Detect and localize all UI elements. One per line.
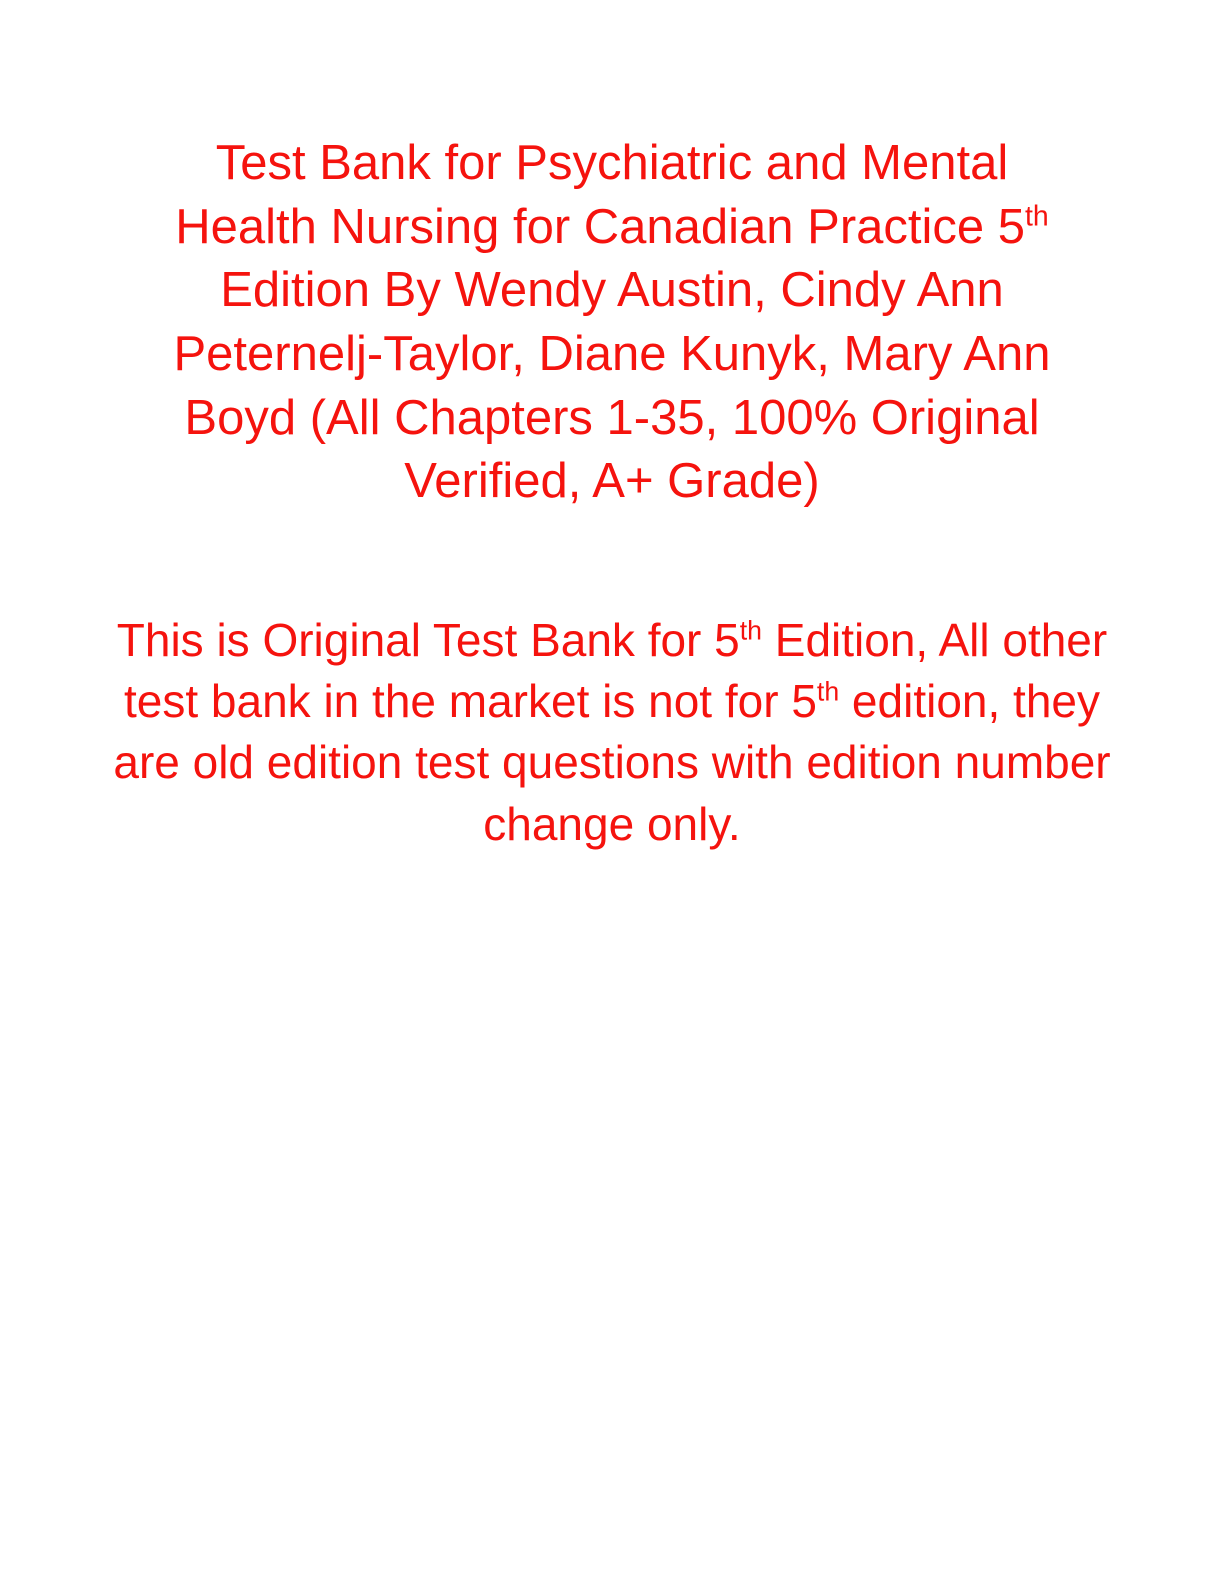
notice-ordinal-suffix-2: th [816, 676, 840, 707]
title-ordinal-suffix: th [1025, 200, 1049, 233]
document-notice [96, 610, 1128, 855]
document-title [96, 132, 1128, 514]
title-text-part1: Test Bank for Psychiatric and Mental Health Nursing for Canadian Practice 5 [175, 136, 1026, 254]
notice-text-part3: edition, they are old edition test questions with edition number change only. [113, 675, 1111, 850]
notice-text-part2: Edition, All other test bank in the market is not for 5 [124, 614, 1108, 728]
notice-text-part1: This is Original Test Bank for 5 [116, 614, 740, 667]
notice-ordinal-suffix-1: th [739, 615, 762, 646]
document-body [96, 0, 1128, 901]
title-text-part2: Edition By Wendy Austin, Cindy Ann Peternelj-Taylor, Diane Kunyk, Mary Ann Boyd (All Chapters 1-35, 100% Original Verified, A+ Grade) [173, 263, 1051, 509]
